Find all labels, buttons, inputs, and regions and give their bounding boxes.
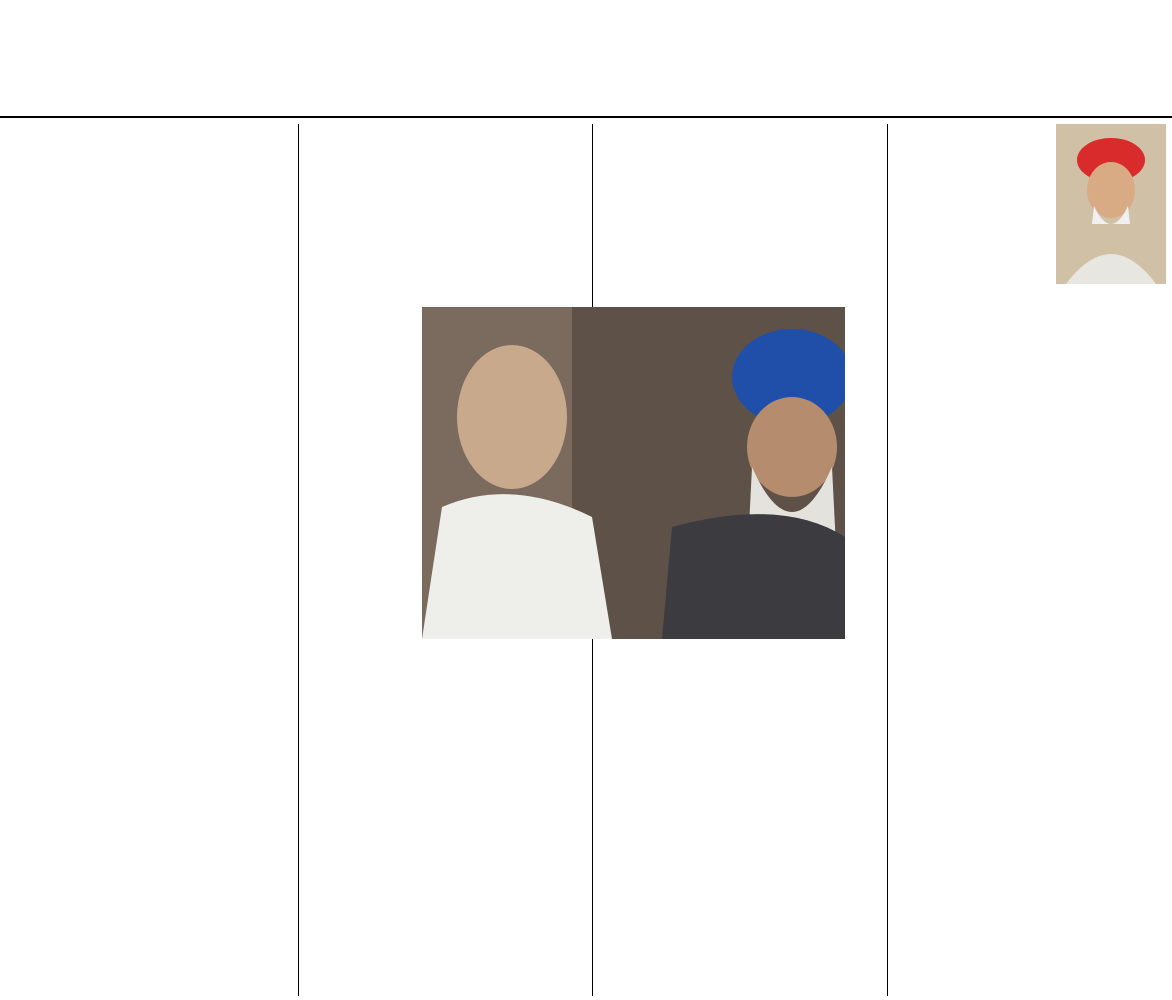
news-photo-image — [422, 307, 845, 639]
article-headline — [0, 0, 1172, 118]
news-photo — [422, 307, 845, 639]
column-divider — [298, 124, 299, 996]
column-divider — [887, 124, 888, 996]
author-portrait — [1056, 124, 1166, 324]
article-column-1 — [10, 124, 293, 996]
author-photo — [1056, 124, 1166, 284]
